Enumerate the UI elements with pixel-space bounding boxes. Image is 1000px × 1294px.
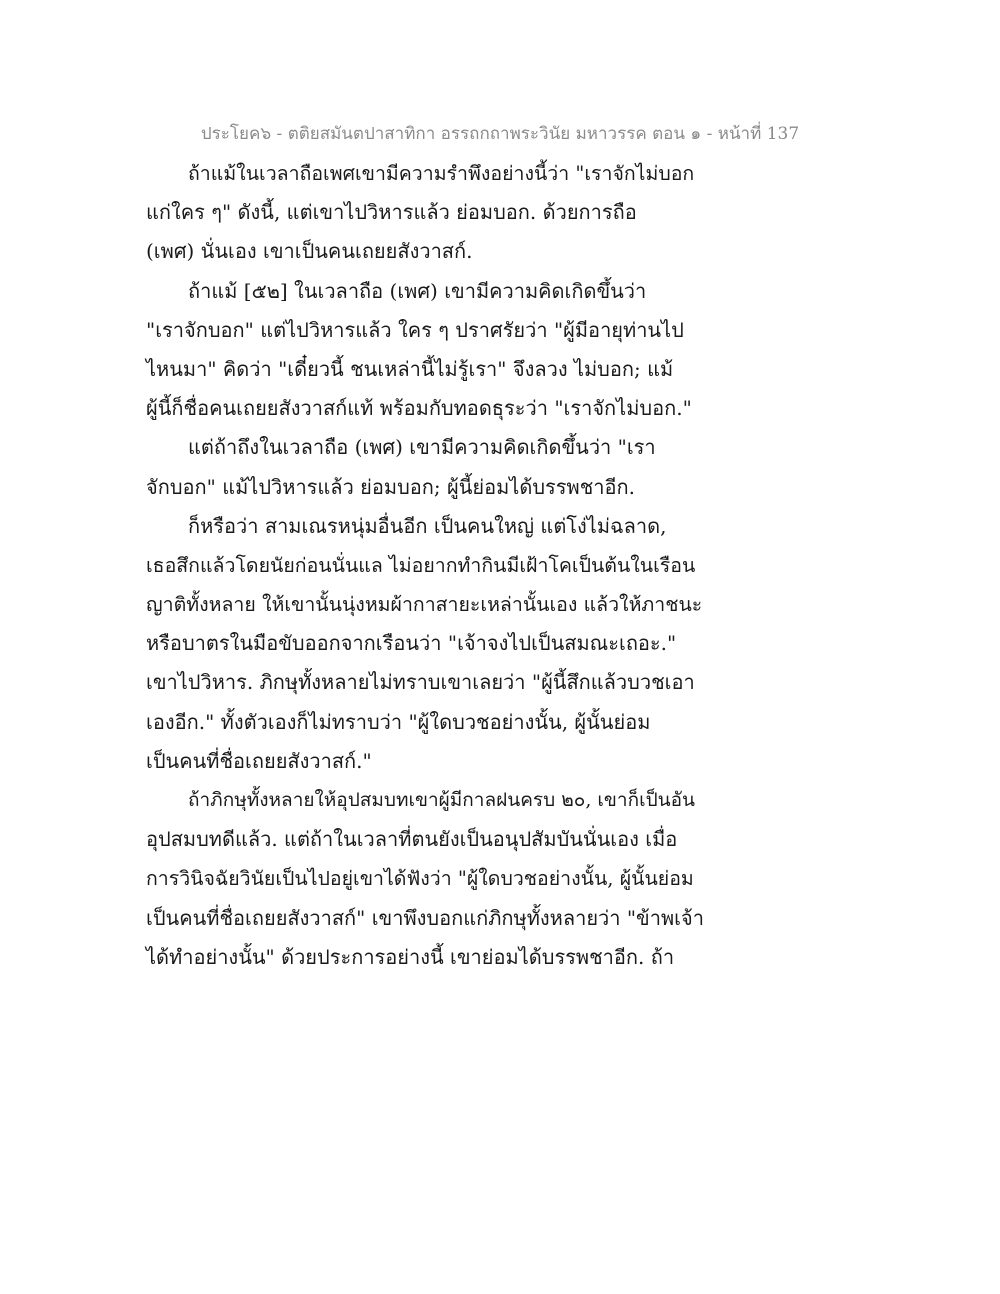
text-line (146, 507, 866, 546)
text-line (146, 703, 866, 742)
text-line-content: เขาไปวิหาร. ภิกษุทั้งหลายไม่ทราบเขาเลยว่า "ผู้นี้สึกแล้วบวชเอา (146, 670, 695, 695)
text-line (146, 272, 866, 311)
text-line (146, 585, 866, 624)
text-line-content: จักบอก" แม้ไปวิหารแล้ว ย่อมบอก; ผู้นี้ย่อมได้บรรพชาอีก. (146, 474, 635, 499)
text-line (146, 468, 866, 507)
text-line-content: เป็นคนที่ชื่อเถยยสังวาสก์" เขาพึงบอกแก่ภิกษุทั้งหลายว่า "ข้าพเจ้า (146, 905, 704, 930)
page-header: ประโยค๖ - ตติยสมันตปาสาทิกา อรรถกถาพระวินัย มหาวรรค ตอน ๑ - หน้าที่ 137 (200, 124, 800, 144)
text-line (146, 546, 866, 585)
text-line-content: แก่ใคร ๆ" ดังนี้, แต่เขาไปวิหารแล้ว ย่อมบอก. ด้วยการถือ (146, 200, 637, 225)
text-line-content: ถ้าแม้ [๕๒] ในเวลาถือ (เพศ) เขามีความคิดเกิดขึ้นว่า (188, 278, 647, 303)
text-line (146, 154, 866, 193)
text-line (146, 350, 866, 389)
text-line-content: เธอสึกแล้วโดยนัยก่อนนั่นแล ไม่อยากทำกินมีเฝ้าโคเป็นต้นในเรือน (146, 553, 696, 577)
text-line (146, 820, 866, 859)
text-line (146, 938, 866, 977)
text-line-content: เป็นคนที่ชื่อเถยยสังวาสก์." (146, 748, 372, 773)
text-line (146, 311, 866, 350)
text-line-content: เองอีก." ทั้งตัวเองก็ไม่ทราบว่า "ผู้ใดบวชอย่างนั้น, ผู้นั้นย่อม (146, 709, 651, 734)
text-line (146, 428, 866, 467)
text-line-content: (เพศ) นั่นเอง เขาเป็นคนเถยยสังวาสก์. (146, 239, 473, 264)
text-line-content: ผู้นี้ก็ชื่อคนเถยยสังวาสก์แท้ พร้อมกับทอดธุระว่า "เราจักไม่บอก." (146, 396, 692, 421)
text-line (146, 663, 866, 702)
text-line (146, 232, 866, 271)
text-line-content: ไหนมา" คิดว่า "เดี๋ยวนี้ ชนเหล่านี้ไม่รู้เรา" จึงลวง ไม่บอก; แม้ (146, 356, 674, 381)
text-line (146, 624, 866, 663)
body-text (146, 154, 866, 977)
text-line-content: "เราจักบอก" แต่ไปวิหารแล้ว ใคร ๆ ปราศรัยว่า "ผู้มีอายุท่านไป (146, 317, 684, 342)
text-line-content: หรือบาตรในมือขับออกจากเรือนว่า "เจ้าจงไปเป็นสมณะเถอะ." (146, 631, 677, 656)
text-line (146, 389, 866, 428)
text-line (146, 742, 866, 781)
text-line-content: ถ้าแม้ในเวลาถือเพศเขามีความรำพึงอย่างนี้ว่า "เราจักไม่บอก (188, 162, 695, 185)
text-line-content: การวินิจฉัยวินัยเป็นไปอยู่เขาได้ฟังว่า "ผู้ใดบวชอย่างนั้น, ผู้นั้นย่อม (146, 867, 694, 891)
text-line-content: ก็หรือว่า สามเณรหนุ่มอื่นอีก เป็นคนใหญ่ แต่โง่ไม่ฉลาด, (188, 513, 667, 538)
text-line-content: ญาติทั้งหลาย ให้เขานั้นนุ่งหมผ้ากาสายะเหล่านั้นเอง แล้วให้ภาชนะ (146, 593, 703, 617)
text-line (146, 859, 866, 898)
text-line (146, 781, 866, 820)
text-line (146, 193, 866, 232)
text-line-content: ถ้าภิกษุทั้งหลายให้อุปสมบทเขาผู้มีกาลฝนครบ ๒๐, เขาก็เป็นอัน (188, 789, 696, 811)
text-line-content: แต่ถ้าถึงในเวลาถือ (เพศ) เขามีความคิดเกิดขึ้นว่า "เรา (188, 435, 656, 460)
text-line-content: ได้ทำอย่างนั้น" ด้วยประการอย่างนี้ เขาย่อมได้บรรพชาอีก. ถ้า (146, 944, 675, 969)
text-line (146, 899, 866, 938)
text-line-content: อุปสมบทดีแล้ว. แต่ถ้าในเวลาที่ตนยังเป็นอนุปสัมบันนั่นเอง เมื่อ (146, 827, 678, 852)
